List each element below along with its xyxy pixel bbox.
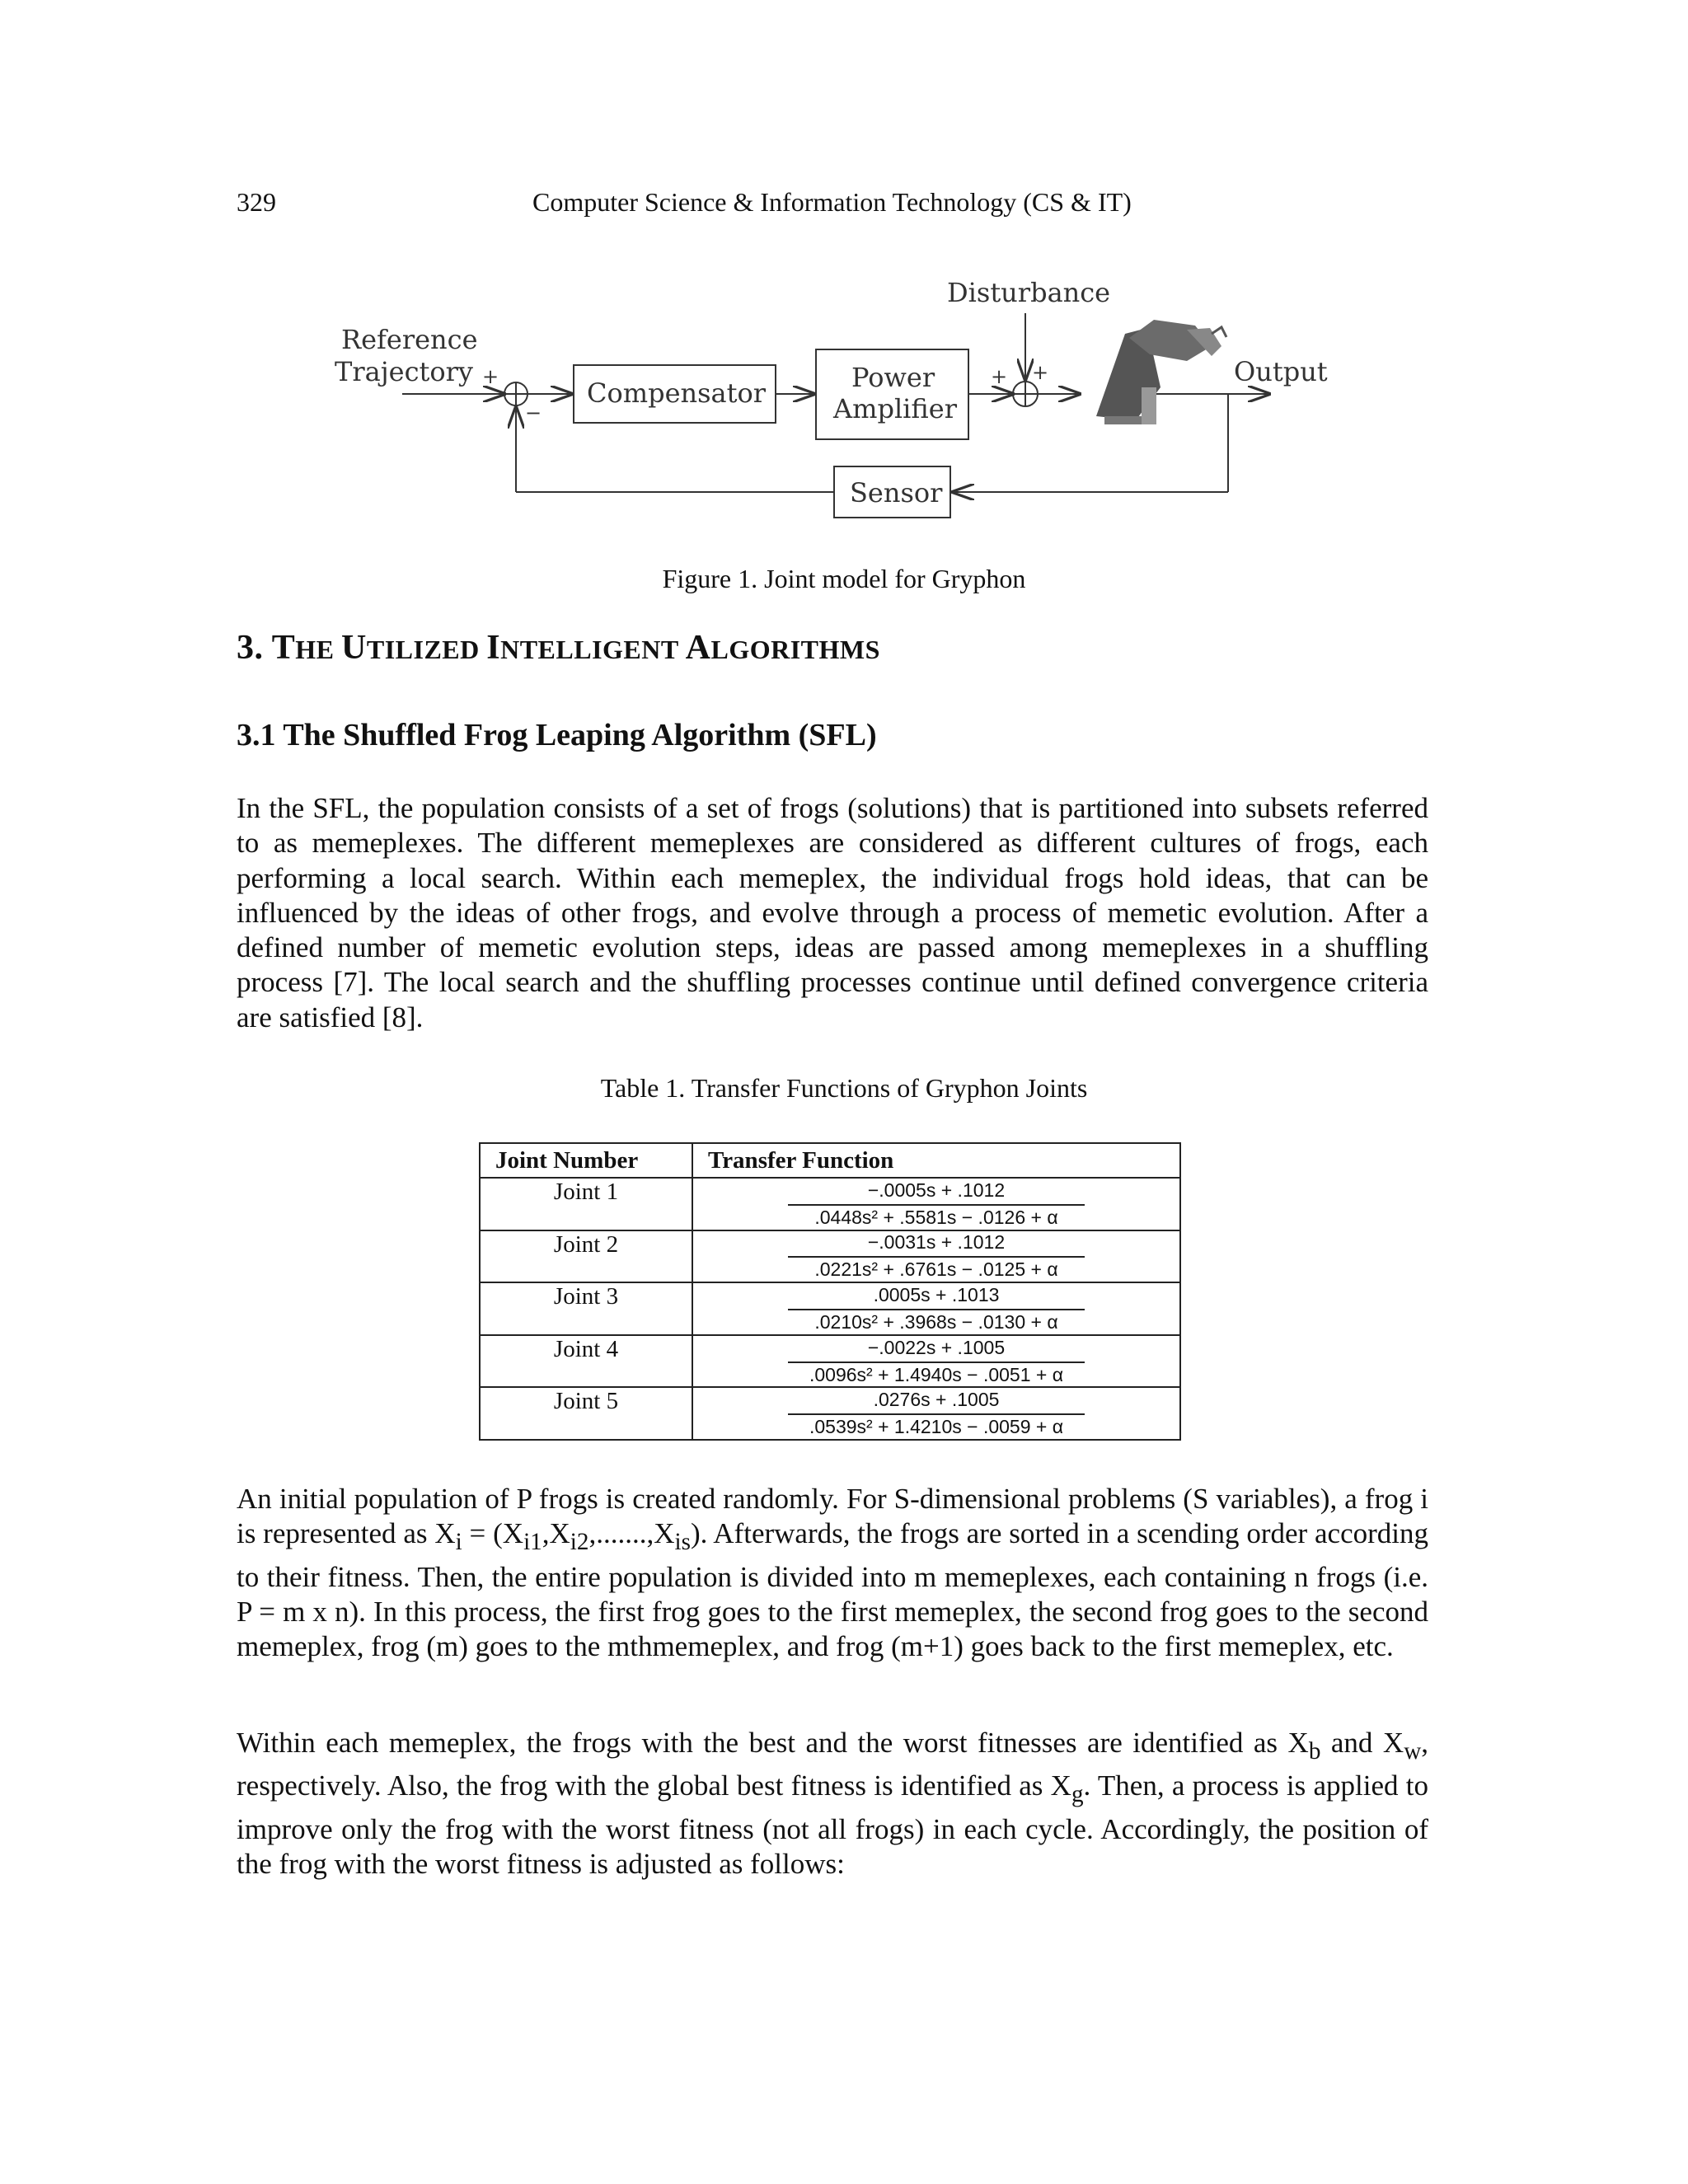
table-header-row bbox=[480, 1143, 1180, 1178]
robot-arm-image bbox=[1096, 320, 1226, 424]
joint-cell: Joint 1 bbox=[480, 1178, 692, 1230]
header-transfer-function: Transfer Function bbox=[692, 1143, 1180, 1178]
subsection-title: 3.1 The Shuffled Frog Leaping Algorithm (SFL) bbox=[237, 718, 877, 752]
power-label-1: Power bbox=[851, 362, 935, 393]
transfer-function: −.0005s + .1012 .0448s² + .5581s − .0126 + α bbox=[693, 1179, 1179, 1229]
table-caption: Table 1. Transfer Functions of Gryphon Joints bbox=[600, 1073, 1088, 1103]
joint-cell: Joint 3 bbox=[480, 1282, 692, 1335]
transfer-function: .0276s + .1005 .0539s² + 1.4210s − .0059 + α bbox=[693, 1389, 1179, 1438]
joint-cell: Joint 5 bbox=[480, 1387, 692, 1440]
joint-model-diagram bbox=[0, 0, 1688, 577]
header-joint-number: Joint Number bbox=[480, 1143, 692, 1178]
table-row bbox=[480, 1282, 1180, 1335]
transfer-function: −.0022s + .1005 .0096s² + 1.4940s − .0051 + α bbox=[693, 1337, 1179, 1386]
sum1-plus: + bbox=[482, 365, 499, 388]
disturbance-label: Disturbance bbox=[947, 277, 1111, 308]
transfer-function: −.0031s + .1012 .0221s² + .6761s − .0125 + α bbox=[693, 1231, 1179, 1281]
transfer-function: .0005s + .1013 .0210s² + .3968s − .0130 + α bbox=[693, 1284, 1179, 1333]
table-row bbox=[480, 1178, 1180, 1230]
running-header: Computer Science & Information Technology (CS & IT) bbox=[532, 187, 1132, 217]
sensor-label: Sensor bbox=[850, 477, 943, 509]
sum2-plus-top: + bbox=[1032, 361, 1049, 384]
transfer-function-table bbox=[479, 1142, 1181, 1441]
page-number: 329 bbox=[237, 187, 276, 217]
output-label: Output bbox=[1234, 356, 1328, 387]
paragraph-sfl-intro: In the SFL, the population consists of a set of frogs (solutions) that is partitioned into subsets referred to as memeplexes. The different memeplexes are considered as different cultures of frogs, each performing a local search. Within each memeplex, the individual frogs hold ideas, that can be influenced by the ideas of other frogs, and evolve through a process of memetic evolution. After a defined number of memetic evolution steps, ideas are passed among memeplexes in a shuffling process [7]. The local search and the shuffling processes continue until defined convergence criteria are satisfied [8]. bbox=[237, 792, 1428, 1033]
power-label-2: Amplifier bbox=[833, 393, 957, 424]
sum1-minus: − bbox=[525, 401, 542, 424]
joint-cell: Joint 4 bbox=[480, 1335, 692, 1388]
paragraph-memeplex-update: Within each memeplex, the frogs with the best and the worst fitnesses are identified as $X_b$ and $X_w$, respectively. Also, the frog with the global best fitness is identified as $X_g$. Then, a process is applied to improve only the frog with the worst fitness (not all frogs) in each cycle. Accordingly, the position of the frog with the worst fitness is adjusted as follows: bbox=[237, 1727, 1429, 1880]
table-row bbox=[480, 1230, 1180, 1283]
compensator-label: Compensator bbox=[587, 377, 767, 409]
reference-label-1: Reference bbox=[341, 324, 478, 355]
section-title: 3. THE UTILIZED INTELLIGENT ALGORITHMS bbox=[237, 629, 880, 667]
paragraph-initial-population: An initial population of P frogs is created randomly. For S-dimensional problems (S variables), a frog i is represented as $X_i = (X_{i1},X_{i2},.......,X_{is})$. Afterwards, the frogs are sorted in a scending order according to their fitness. Then, the entire population is divided into m memeplexes, each containing n frogs (i.e. P = m x n). In this process, the first frog goes to the first memeplex, the second frog goes to the second memeplex, frog (m) goes to the mthmemeplex, and frog (m+1) goes back to the first memeplex, etc. bbox=[237, 1483, 1429, 1663]
figure-caption: Figure 1. Joint model for Gryphon bbox=[662, 564, 1026, 593]
joint-cell: Joint 2 bbox=[480, 1230, 692, 1283]
table-row bbox=[480, 1387, 1180, 1440]
table-row bbox=[480, 1335, 1180, 1388]
reference-label-2: Trajectory bbox=[335, 356, 473, 387]
sum2-plus-left: + bbox=[991, 365, 1008, 388]
